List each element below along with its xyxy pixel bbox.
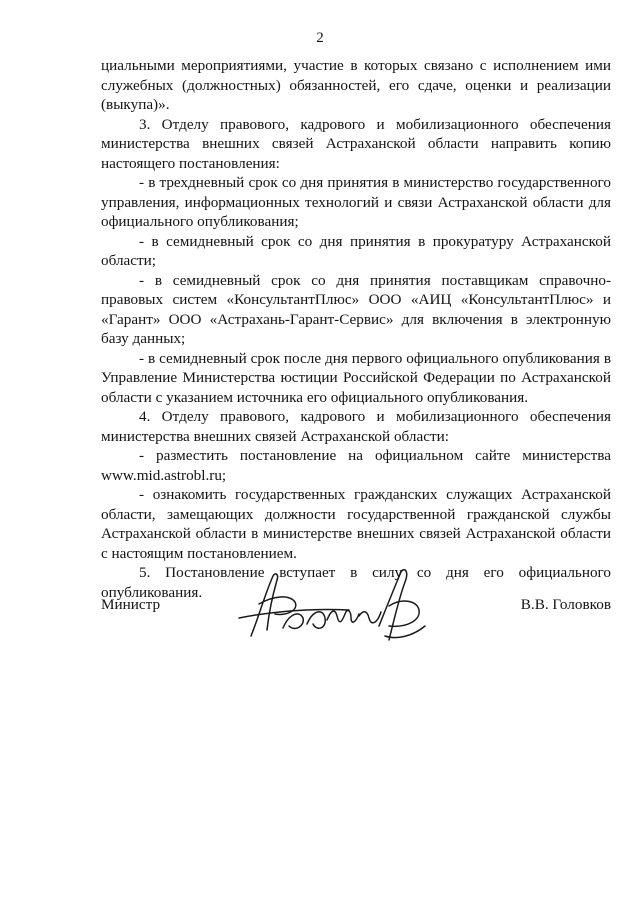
page-number: 2 <box>316 30 324 46</box>
signatory-name: В.В. Головков <box>520 596 611 613</box>
paragraph: - в семидневный срок после дня первого официального опубликования в Управление Министерства юстиции Российской Федерации по Астраханской области с указанием источника его официального опубликования. <box>101 349 611 406</box>
document-body <box>101 56 611 602</box>
signature-block <box>101 580 611 660</box>
paragraph: - в трехдневный срок со дня принятия в министерство государственного управления, информационных технологий и связи Астраханской области для официального опубликования; <box>101 174 611 230</box>
paragraph: - в семидневный срок со дня принятия поставщикам справочно-правовых систем «КонсультантПлюс» ООО «АИЦ «КонсультантПлюс» и «Гарант» ООО «Астрахань-Гарант-Сервис» для включения в электронную базу данных; <box>101 271 611 347</box>
handwritten-signature <box>229 566 439 652</box>
paragraph: - в семидневный срок со дня принятия в прокуратуру Астраханской области; <box>101 232 611 269</box>
paragraph: - ознакомить государственных гражданских служащих Астраханской области, замещающих должности государственной гражданской службы Астраханской области в министерстве внешних связей Астраханской области с настоящим постановлением. <box>101 486 611 562</box>
paragraph: 4. Отделу правового, кадрового и мобилизационного обеспечения министерства внешних связей Астраханской области: <box>101 408 611 445</box>
paragraph: 5. Постановление вступает в силу со дня его официального опубликования. <box>101 564 611 601</box>
paragraph: - разместить постановление на официальном сайте министерства www.mid.astrobl.ru; <box>101 447 611 484</box>
paragraph: 3. Отделу правового, кадрового и мобилизационного обеспечения министерства внешних связей Астраханской области направить копию настоящего постановления: <box>101 115 611 172</box>
paragraph: циальными мероприятиями, участие в которых связано с исполнением ими служебных (должностных) обязанностей, его сдаче, оценки и реализации (выкупа)». <box>101 57 611 113</box>
signatory-title: Министр <box>101 596 161 613</box>
